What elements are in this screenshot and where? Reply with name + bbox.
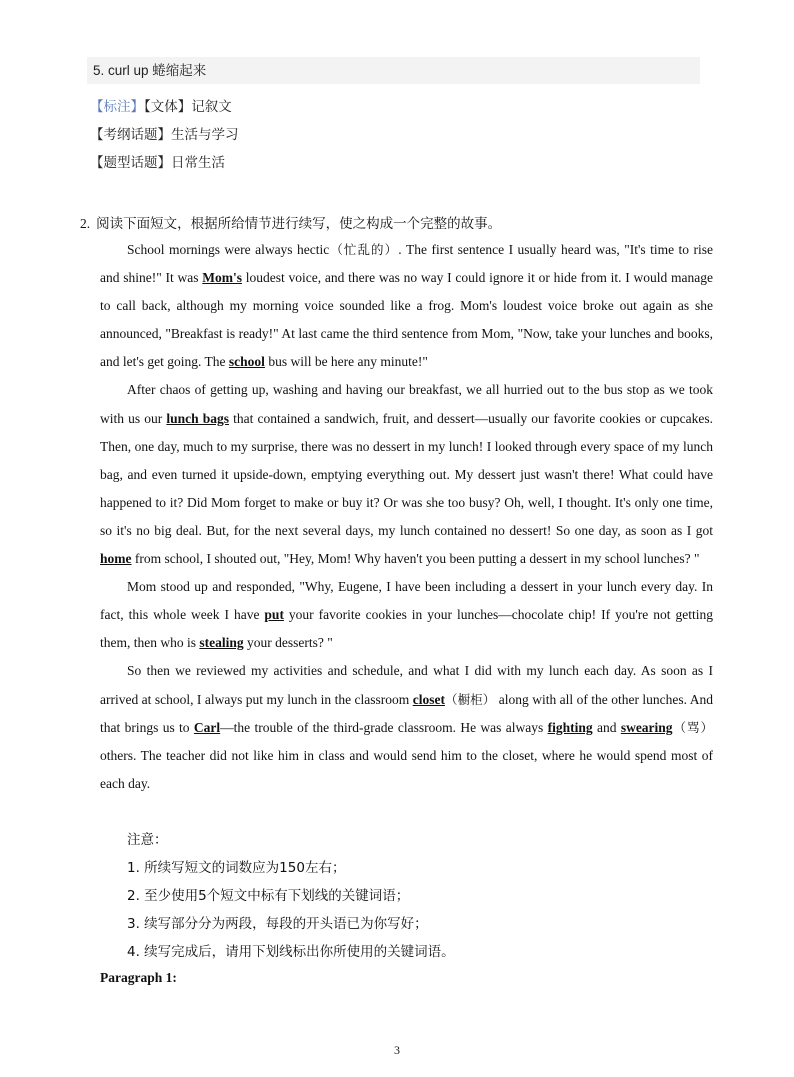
keyword-put: put [264, 607, 284, 623]
passage-text: So then we reviewed my activities and schedule, and what I did with my lunch each day. As soon as I arrived at school, I always put my lunch in the classroom [100, 663, 713, 707]
question-number: 2. [80, 216, 91, 231]
tixing-tag: 【题型话题】日常生活 [90, 155, 225, 171]
note-item-2: 2. 至少使用5个短文中标有下划线的关键词语； [127, 888, 410, 905]
wenti-tag: 【文体】记叙文 [144, 99, 232, 115]
note-item-3: 3. 续写部分分为两段，每段的开头语已为你写好； [127, 916, 428, 933]
passage-text: your desserts? " [243, 635, 333, 651]
passage-text: that contained a sandwich, fruit, and dessert—usually our favorite cookies or cupcakes. Then, one day, much to my surprise, there was no dessert in my lunch! I looked through every space of my lunch bag, and even turned it upside-down, emptying everything out. My dessert just wasn't there! What could have happened to it? Did Mom forget to make or buy it? Or was she too busy? Oh, well, I thought. It's only one time, so it's no big deal. But, for the next several days, my lunch contained no dessert! So one day, as soon as I got [100, 410, 713, 538]
passage-text: After chaos of getting up, washing and having our breakfast, we all hurried out to the bus stop as we took with us our [100, 382, 713, 426]
passage-text: Mom stood up and responded, "Why, Eugene, I have been including a dessert in your lunch every day. In fact, this whole week I have [100, 579, 713, 623]
vocab-item-text: 5. curl up 蜷缩起来 [93, 63, 207, 78]
tag-line-kaogang [90, 125, 239, 145]
vocab-item-box [87, 57, 700, 84]
question-instruction: 阅读下面短文，根据所给情节进行续写，使之构成一个完整的故事。 [96, 216, 502, 232]
passage-text: loudest voice, and there was no way I could ignore it or hide from it. I would manage to call back, although my morning voice sounded like a frog. Mom's loudest voice broke out again as she announced, "Breakfast is ready!" At last came the third sentence from Mom, "Now, take your lunches and books, and let's get going. The [100, 270, 713, 370]
notes-title: 注意： [127, 832, 168, 848]
passage-text: bus will be here any minute!" [264, 354, 428, 370]
passage-text: from school, I shouted out, "Hey, Mom! Why haven't you been putting a dessert in my school lunches? " [131, 551, 700, 567]
note-item-4: 4. 续写完成后，请用下划线标出你所使用的关键词语。 [127, 944, 455, 961]
passage-text: . The first sentence I usually heard was, "It's time to rise and shine!" It was [100, 242, 713, 286]
keyword-home: home [100, 551, 132, 567]
biaozhu-label: 【标注】 [90, 99, 144, 115]
keyword-stealing: stealing [199, 635, 244, 651]
kaogang-tag: 【考纲话题】生活与学习 [90, 127, 239, 143]
passage-paragraph-1 [100, 236, 713, 376]
gloss-swearing: （骂） [672, 719, 713, 735]
keyword-school: school [228, 354, 265, 370]
passage-text: your favorite cookies in your lunches—chocolate chip! If you're not getting them, then who is [100, 607, 713, 651]
tag-line-tixing [90, 153, 225, 173]
passage-paragraph-4 [100, 657, 713, 797]
passage-text: —the trouble of the third-grade classroom. He was always [220, 719, 548, 735]
page-number: 3 [394, 1043, 400, 1057]
keyword-moms: Mom's [202, 270, 243, 286]
question-heading [80, 212, 501, 232]
passage-text: along with all of the other lunches. And that brings us to [100, 691, 713, 735]
paragraph-1-label: Paragraph 1: [100, 970, 177, 985]
note-item-1: 1. 所续写短文的词数应为150左右； [127, 860, 346, 877]
passage-text: School mornings were always hectic [127, 242, 330, 257]
keyword-carl: Carl [193, 719, 221, 735]
gloss-closet: （橱柜） [444, 691, 496, 707]
gloss-hectic: （忙乱的） [329, 242, 399, 257]
passage-paragraph-3 [100, 573, 713, 657]
keyword-lunch-bags: lunch bags [166, 410, 230, 426]
passage-text: others. The teacher did not like him in class and would send him to the closet, where he would spend most of each day. [100, 747, 713, 791]
passage-paragraph-2 [100, 376, 713, 573]
keyword-fighting: fighting [547, 719, 593, 735]
passage-text: and [592, 719, 621, 735]
notes-section [127, 826, 455, 966]
reading-passage [100, 236, 713, 798]
keyword-closet: closet [412, 691, 445, 707]
keyword-swearing: swearing [620, 719, 673, 735]
tag-line-wenti [90, 97, 232, 117]
